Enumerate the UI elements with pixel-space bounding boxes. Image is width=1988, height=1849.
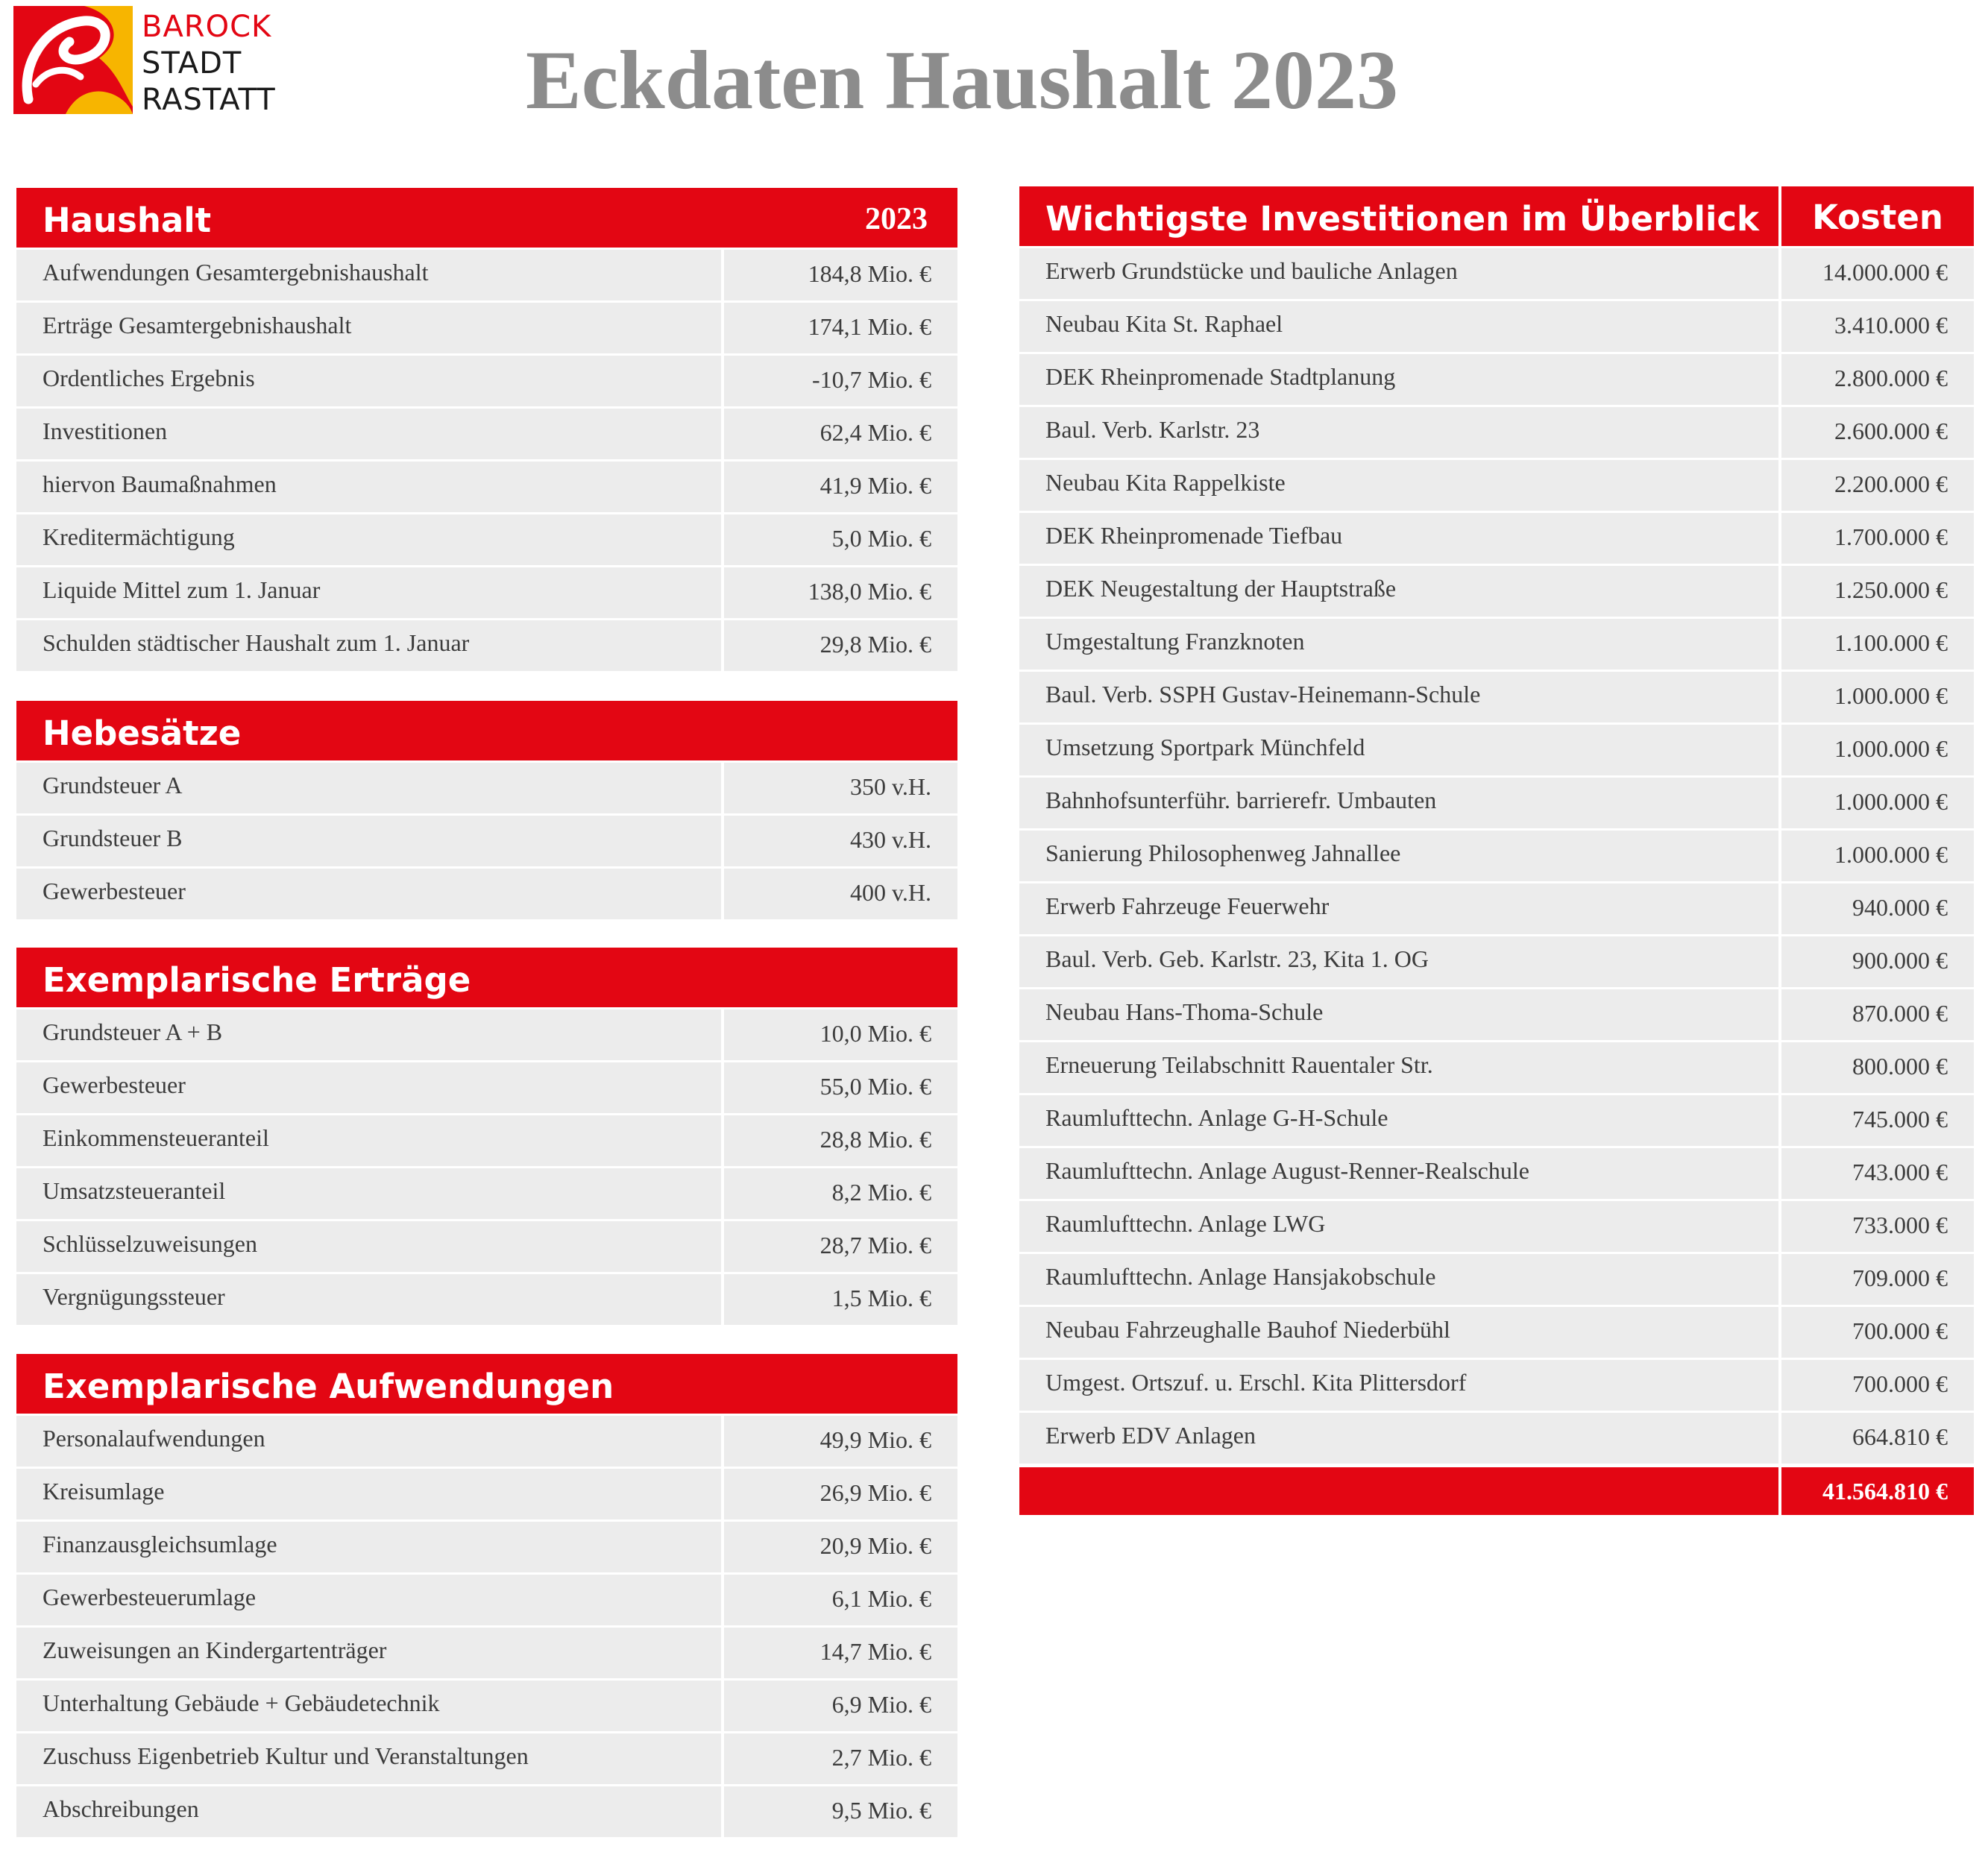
row-value: 3.410.000 €	[1834, 312, 1948, 338]
row-value: 1.250.000 €	[1834, 576, 1948, 603]
row-value-cell	[1781, 1413, 1974, 1464]
table-row	[1019, 407, 1974, 458]
table-row	[1019, 248, 1974, 299]
total-value-cell	[1781, 1467, 1974, 1515]
row-label: Unterhaltung Gebäude + Gebäudetechnik	[43, 1689, 440, 1716]
row-label-cell	[16, 1416, 721, 1467]
hebesaetze-header-label: Hebesätze	[43, 714, 242, 753]
ertraege-table	[16, 948, 957, 1325]
row-value: 62,4 Mio. €	[820, 419, 931, 446]
row-value-cell	[1781, 248, 1974, 299]
row-label: Gewerbesteuer	[43, 878, 186, 904]
row-value-cell	[1781, 354, 1974, 405]
row-value-cell	[1781, 1201, 1974, 1252]
row-label: Umsatzsteueranteil	[43, 1177, 226, 1204]
row-label: Kreisumlage	[43, 1478, 165, 1505]
row-label: Erwerb EDV Anlagen	[1045, 1422, 1256, 1449]
table-row	[1019, 1095, 1974, 1146]
row-label-cell	[16, 462, 721, 512]
row-value: 1,5 Mio. €	[831, 1285, 931, 1311]
row-value: 700.000 €	[1852, 1317, 1948, 1344]
row-label: hiervon Baumaßnahmen	[43, 470, 277, 497]
row-label-cell	[16, 816, 721, 866]
table-row	[16, 1681, 957, 1731]
row-value-cell	[1781, 1307, 1974, 1358]
aufwendungen-table	[16, 1354, 957, 1837]
row-value: 350 v.H.	[849, 773, 931, 800]
row-value: 2.800.000 €	[1834, 365, 1948, 391]
total-value: 41.564.810 €	[1822, 1478, 1948, 1505]
row-value: 10,0 Mio. €	[820, 1020, 931, 1047]
row-value-cell	[724, 1681, 957, 1731]
row-value-cell	[1781, 936, 1974, 987]
row-value: 26,9 Mio. €	[820, 1479, 931, 1506]
row-value-cell	[1781, 1095, 1974, 1146]
row-label-cell	[16, 514, 721, 565]
ertraege-header-label: Exemplarische Erträge	[43, 960, 471, 1000]
row-label: Baul. Verb. Geb. Karlstr. 23, Kita 1. OG	[1045, 945, 1429, 972]
row-label: Baul. Verb. SSPH Gustav-Heinemann-Schule	[1045, 681, 1481, 708]
row-label: Personalaufwendungen	[43, 1425, 265, 1452]
page-title: Eckdaten Haushalt 2023	[526, 34, 1398, 127]
row-value-cell	[724, 1274, 957, 1325]
row-label: Zuweisungen an Kindergartenträger	[43, 1637, 387, 1663]
row-value: 400 v.H.	[849, 879, 931, 906]
table-row	[16, 1274, 957, 1325]
row-value-cell	[724, 514, 957, 565]
table-row	[1019, 301, 1974, 352]
table-row	[1019, 725, 1974, 775]
row-value-cell	[1781, 407, 1974, 458]
row-value: 940.000 €	[1852, 894, 1948, 921]
row-value: -10,7 Mio. €	[812, 366, 931, 393]
row-label: Sanierung Philosophenweg Jahnallee	[1045, 840, 1401, 866]
table-row	[16, 763, 957, 813]
row-label-cell	[1019, 672, 1778, 722]
table-row	[16, 462, 957, 512]
barock-stadt-rastatt-logo	[13, 6, 297, 117]
row-label-cell	[16, 567, 721, 618]
row-value-cell	[724, 1786, 957, 1837]
row-label-cell	[1019, 619, 1778, 670]
table-row	[16, 1168, 957, 1219]
row-label: Investitionen	[43, 418, 168, 444]
table-row	[16, 1009, 957, 1060]
investitionen-total-row	[1019, 1467, 1974, 1515]
row-value: 20,9 Mio. €	[820, 1532, 931, 1559]
table-row	[1019, 513, 1974, 564]
row-value-cell	[724, 303, 957, 353]
table-row	[16, 620, 957, 671]
table-row	[1019, 619, 1974, 670]
row-label-cell	[1019, 831, 1778, 881]
table-row	[1019, 936, 1974, 987]
table-row	[16, 1221, 957, 1272]
row-label-cell	[16, 409, 721, 459]
row-label: Aufwendungen Gesamtergebnishaushalt	[43, 259, 429, 286]
row-label-cell	[16, 763, 721, 813]
row-label: Grundsteuer A	[43, 772, 183, 798]
table-row	[16, 1786, 957, 1837]
row-value-cell	[724, 462, 957, 512]
row-value-cell	[724, 816, 957, 866]
row-value-cell	[724, 869, 957, 919]
row-value: 5,0 Mio. €	[831, 525, 931, 552]
row-value-cell	[1781, 725, 1974, 775]
row-value-cell	[1781, 619, 1974, 670]
row-value: 1.000.000 €	[1834, 682, 1948, 709]
row-label: Einkommensteueranteil	[43, 1124, 269, 1151]
table-row	[16, 356, 957, 406]
table-row	[16, 250, 957, 300]
row-label: Umsetzung Sportpark Münchfeld	[1045, 734, 1365, 760]
ertraege-header	[16, 948, 957, 1007]
row-value: 184,8 Mio. €	[808, 260, 931, 287]
row-label-cell	[1019, 1148, 1778, 1199]
row-label-cell	[1019, 460, 1778, 511]
row-label: Ordentliches Ergebnis	[43, 365, 255, 391]
haushalt-header-label: Haushalt	[43, 201, 212, 240]
row-label: DEK Rheinpromenade Stadtplanung	[1045, 363, 1396, 390]
row-value-cell	[724, 620, 957, 671]
row-label-cell	[1019, 1201, 1778, 1252]
row-label-cell	[1019, 248, 1778, 299]
table-row	[1019, 883, 1974, 934]
row-label-cell	[1019, 1095, 1778, 1146]
row-value: 6,9 Mio. €	[831, 1691, 931, 1718]
row-label: Erwerb Grundstücke und bauliche Anlagen	[1045, 257, 1458, 284]
row-value: 28,8 Mio. €	[820, 1126, 931, 1153]
row-value-cell	[724, 1522, 957, 1572]
row-label: Gewerbesteuerumlage	[43, 1584, 257, 1610]
logo-wordmark	[142, 9, 276, 119]
row-label: DEK Rheinpromenade Tiefbau	[1045, 522, 1343, 549]
haushalt-table	[16, 188, 957, 671]
row-value: 900.000 €	[1852, 947, 1948, 974]
row-label: Raumlufttechn. Anlage Hansjakobschule	[1045, 1263, 1436, 1290]
row-label: Kreditermächtigung	[43, 523, 235, 550]
logo-line-3: RASTATT	[142, 83, 276, 117]
rastatt-logo-icon	[13, 6, 133, 114]
row-label-cell	[1019, 407, 1778, 458]
row-value: 664.810 €	[1852, 1423, 1948, 1450]
row-value: 2.200.000 €	[1834, 470, 1948, 497]
row-label-cell	[1019, 1360, 1778, 1411]
row-value: 1.000.000 €	[1834, 841, 1948, 868]
row-label-cell	[16, 1575, 721, 1625]
row-label-cell	[1019, 1413, 1778, 1464]
row-value-cell	[724, 567, 957, 618]
haushalt-header-year: 2023	[865, 202, 928, 236]
row-label-cell	[16, 620, 721, 671]
table-row	[1019, 1413, 1974, 1464]
row-value: 6,1 Mio. €	[831, 1585, 931, 1612]
table-row	[16, 1628, 957, 1678]
row-value-cell	[1781, 513, 1974, 564]
row-label-cell	[1019, 989, 1778, 1040]
row-label-cell	[16, 1274, 721, 1325]
table-row	[16, 1416, 957, 1467]
table-row	[1019, 989, 1974, 1040]
row-value: 1.700.000 €	[1834, 523, 1948, 550]
row-label-cell	[16, 1062, 721, 1113]
row-value: 800.000 €	[1852, 1053, 1948, 1080]
row-label: Erträge Gesamtergebnishaushalt	[43, 312, 352, 338]
row-label-cell	[16, 1469, 721, 1519]
row-label: Raumlufttechn. Anlage G-H-Schule	[1045, 1104, 1388, 1131]
row-value-cell	[1781, 566, 1974, 617]
row-value: 41,9 Mio. €	[820, 472, 931, 499]
row-label: Abschreibungen	[43, 1795, 199, 1822]
row-label: Raumlufttechn. Anlage LWG	[1045, 1210, 1326, 1237]
row-value-cell	[724, 250, 957, 300]
row-value: 55,0 Mio. €	[820, 1073, 931, 1100]
row-label: Schulden städtischer Haushalt zum 1. Januar	[43, 629, 470, 656]
row-label: Erwerb Fahrzeuge Feuerwehr	[1045, 892, 1330, 919]
table-row	[1019, 1201, 1974, 1252]
row-label: Neubau Kita Rappelkiste	[1045, 469, 1286, 496]
row-label: Grundsteuer A + B	[43, 1018, 223, 1045]
row-label: Baul. Verb. Karlstr. 23	[1045, 416, 1260, 443]
investitionen-table	[1019, 186, 1974, 1515]
row-label-cell	[16, 356, 721, 406]
row-label: Umgest. Ortszuf. u. Erschl. Kita Plittersdorf	[1045, 1369, 1467, 1396]
row-label-cell	[1019, 725, 1778, 775]
row-value-cell	[1781, 1254, 1974, 1305]
row-value: 743.000 €	[1852, 1159, 1948, 1185]
row-value: 2,7 Mio. €	[831, 1744, 931, 1771]
row-value: 174,1 Mio. €	[808, 313, 931, 340]
table-row	[16, 869, 957, 919]
row-label-cell	[1019, 1307, 1778, 1358]
table-row	[1019, 460, 1974, 511]
row-label: Umgestaltung Franzknoten	[1045, 628, 1305, 655]
row-label-cell	[16, 1115, 721, 1166]
row-label: Neubau Kita St. Raphael	[1045, 310, 1283, 337]
table-row	[1019, 1360, 1974, 1411]
table-row	[1019, 778, 1974, 828]
row-value-cell	[724, 1115, 957, 1166]
row-value-cell	[1781, 672, 1974, 722]
row-label-cell	[16, 1681, 721, 1731]
row-label-cell	[16, 869, 721, 919]
haushalt-header	[16, 188, 957, 248]
row-value: 709.000 €	[1852, 1264, 1948, 1291]
row-value-cell	[724, 356, 957, 406]
row-value-cell	[724, 1628, 957, 1678]
table-row	[1019, 566, 1974, 617]
row-value: 14.000.000 €	[1822, 259, 1948, 286]
row-label: Raumlufttechn. Anlage August-Renner-Realschule	[1045, 1157, 1529, 1184]
row-value: 1.000.000 €	[1834, 788, 1948, 815]
row-label-cell	[1019, 566, 1778, 617]
table-row	[1019, 1148, 1974, 1199]
row-value-cell	[724, 1168, 957, 1219]
table-row	[16, 567, 957, 618]
row-value-cell	[1781, 1148, 1974, 1199]
row-label: Schlüsselzuweisungen	[43, 1230, 257, 1257]
row-label: Zuschuss Eigenbetrieb Kultur und Veranstaltungen	[43, 1742, 529, 1769]
row-label-cell	[16, 1221, 721, 1272]
row-label: Finanzausgleichsumlage	[43, 1531, 277, 1557]
table-row	[1019, 1254, 1974, 1305]
row-value-cell	[724, 1221, 957, 1272]
row-value-cell	[724, 409, 957, 459]
total-label-cell	[1019, 1467, 1778, 1515]
row-value: 870.000 €	[1852, 1000, 1948, 1027]
row-label-cell	[1019, 1042, 1778, 1093]
aufwendungen-header	[16, 1354, 957, 1414]
row-value-cell	[724, 1062, 957, 1113]
row-value-cell	[1781, 989, 1974, 1040]
logo-line-2: STADT	[142, 46, 242, 81]
row-label-cell	[16, 303, 721, 353]
row-value: 745.000 €	[1852, 1106, 1948, 1133]
row-label-cell	[16, 1786, 721, 1837]
row-value-cell	[724, 1009, 957, 1060]
row-label: Vergnügungssteuer	[43, 1283, 225, 1310]
row-value-cell	[1781, 778, 1974, 828]
table-row	[1019, 831, 1974, 881]
row-label-cell	[1019, 883, 1778, 934]
table-row	[16, 1522, 957, 1572]
row-label-cell	[16, 1009, 721, 1060]
row-value: 2.600.000 €	[1834, 418, 1948, 444]
row-label-cell	[1019, 301, 1778, 352]
row-label-cell	[1019, 513, 1778, 564]
row-value: 138,0 Mio. €	[808, 578, 931, 605]
table-row	[1019, 354, 1974, 405]
row-value-cell	[1781, 1360, 1974, 1411]
row-label: Grundsteuer B	[43, 825, 183, 851]
table-row	[1019, 1042, 1974, 1093]
table-row	[16, 1469, 957, 1519]
row-value: 1.100.000 €	[1834, 629, 1948, 656]
row-value-cell	[1781, 301, 1974, 352]
row-value: 430 v.H.	[849, 826, 931, 853]
row-label-cell	[16, 250, 721, 300]
row-label: Neubau Fahrzeughalle Bauhof Niederbühl	[1045, 1316, 1450, 1343]
row-label: Liquide Mittel zum 1. Januar	[43, 576, 321, 603]
table-row	[16, 409, 957, 459]
row-value-cell	[724, 1733, 957, 1784]
row-label-cell	[16, 1733, 721, 1784]
investitionen-header	[1019, 186, 1974, 246]
row-value-cell	[1781, 831, 1974, 881]
logo-line-1: BAROCK	[142, 10, 272, 44]
hebesaetze-header	[16, 701, 957, 760]
table-row	[16, 1115, 957, 1166]
row-value-cell	[724, 1469, 957, 1519]
row-label: DEK Neugestaltung der Hauptstraße	[1045, 575, 1397, 602]
row-label-cell	[1019, 936, 1778, 987]
hebesaetze-table	[16, 701, 957, 919]
row-value: 1.000.000 €	[1834, 735, 1948, 762]
investitionen-header-label: Wichtigste Investitionen im Überblick	[1045, 199, 1759, 239]
row-label: Erneuerung Teilabschnitt Rauentaler Str.	[1045, 1051, 1433, 1078]
row-value-cell	[1781, 883, 1974, 934]
row-value: 700.000 €	[1852, 1370, 1948, 1397]
row-value-cell	[1781, 1042, 1974, 1093]
row-value: 49,9 Mio. €	[820, 1426, 931, 1453]
table-row	[16, 514, 957, 565]
table-row	[16, 1575, 957, 1625]
row-label-cell	[1019, 1254, 1778, 1305]
aufwendungen-header-label: Exemplarische Aufwendungen	[43, 1367, 614, 1406]
row-label-cell	[16, 1168, 721, 1219]
table-row	[16, 1062, 957, 1113]
row-value: 9,5 Mio. €	[831, 1797, 931, 1824]
row-value-cell	[724, 1416, 957, 1467]
row-value: 733.000 €	[1852, 1212, 1948, 1238]
investitionen-cost-header: Kosten	[1812, 198, 1943, 237]
row-value: 14,7 Mio. €	[820, 1638, 931, 1665]
row-value-cell	[724, 1575, 957, 1625]
table-row	[16, 816, 957, 866]
row-label-cell	[16, 1522, 721, 1572]
row-label: Bahnhofsunterführ. barrierefr. Umbauten	[1045, 787, 1437, 813]
row-label: Neubau Hans-Thoma-Schule	[1045, 998, 1324, 1025]
row-label-cell	[1019, 778, 1778, 828]
table-row	[1019, 672, 1974, 722]
row-value: 28,7 Mio. €	[820, 1232, 931, 1259]
row-value-cell	[1781, 460, 1974, 511]
row-label-cell	[1019, 354, 1778, 405]
row-label: Gewerbesteuer	[43, 1071, 186, 1098]
row-label-cell	[16, 1628, 721, 1678]
table-row	[16, 303, 957, 353]
row-value: 29,8 Mio. €	[820, 631, 931, 658]
row-value-cell	[724, 763, 957, 813]
row-value: 8,2 Mio. €	[831, 1179, 931, 1206]
table-row	[1019, 1307, 1974, 1358]
table-row	[16, 1733, 957, 1784]
